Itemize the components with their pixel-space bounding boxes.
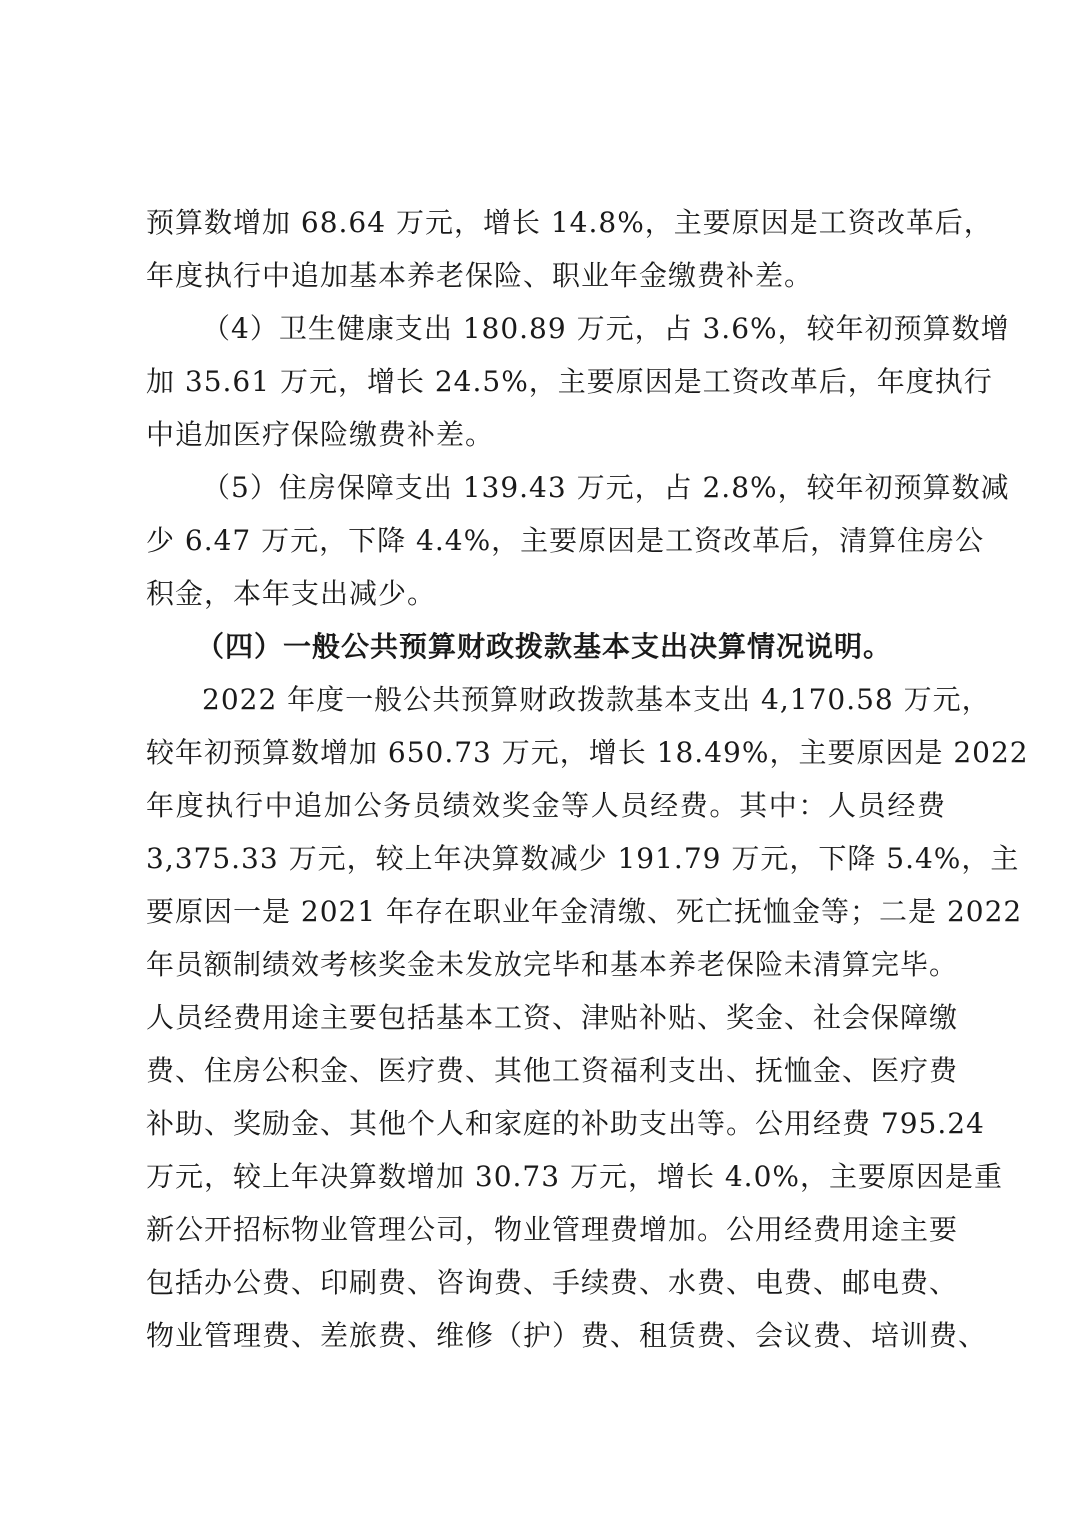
text-line: 预算数增加 68.64 万元，增长 14.8%，主要原因是工资改革后，	[146, 206, 993, 239]
text-line: 加 35.61 万元，增长 24.5%，主要原因是工资改革后，年度执行	[146, 365, 993, 398]
text-line: 物业管理费、差旅费、维修（护）费、租赁费、会议费、培训费、	[146, 1319, 988, 1352]
text-line: 中追加医疗保险缴费补差。	[146, 418, 495, 451]
body-text	[146, 196, 1029, 1362]
text-line: 较年初预算数增加 650.73 万元，增长 18.49%，主要原因是 2022	[146, 736, 1029, 769]
text-line: 2022 年度一般公共预算财政拨款基本支出 4,170.58 万元，	[202, 683, 991, 716]
section-heading: （四）一般公共预算财政拨款基本支出决算情况说明。	[196, 630, 893, 663]
text-line: （4）卫生健康支出 180.89 万元，占 3.6%，较年初预算数增	[202, 312, 1010, 345]
text-line: 少 6.47 万元，下降 4.4%，主要原因是工资改革后，清算住房公	[146, 524, 985, 557]
text-line: 包括办公费、印刷费、咨询费、手续费、水费、电费、邮电费、	[146, 1266, 959, 1299]
text-line: 年度执行中追加公务员绩效奖金等人员经费。其中：人员经费	[146, 789, 946, 822]
text-line: 积金，本年支出减少。	[146, 577, 437, 610]
text-line: 人员经费用途主要包括基本工资、津贴补贴、奖金、社会保障缴	[146, 1001, 959, 1034]
text-line: 要原因一是 2021 年存在职业年金清缴、死亡抚恤金等；二是 2022	[146, 895, 1023, 928]
text-line: 年员额制绩效考核奖金未发放完毕和基本养老保险未清算完毕。	[146, 948, 959, 981]
text-line: 年度执行中追加基本养老保险、职业年金缴费补差。	[146, 259, 814, 292]
text-line: 3,375.33 万元，较上年决算数减少 191.79 万元，下降 5.4%，主	[146, 842, 1020, 875]
text-line: 新公开招标物业管理公司，物业管理费增加。公用经费用途主要	[146, 1213, 959, 1246]
text-line: （5）住房保障支出 139.43 万元，占 2.8%，较年初预算数减	[202, 471, 1010, 504]
text-line: 万元，较上年决算数增加 30.73 万元，增长 4.0%，主要原因是重	[146, 1160, 1003, 1193]
text-line: 补助、奖励金、其他个人和家庭的补助支出等。公用经费 795.24	[146, 1107, 985, 1140]
text-line: 费、住房公积金、医疗费、其他工资福利支出、抚恤金、医疗费	[146, 1054, 959, 1087]
